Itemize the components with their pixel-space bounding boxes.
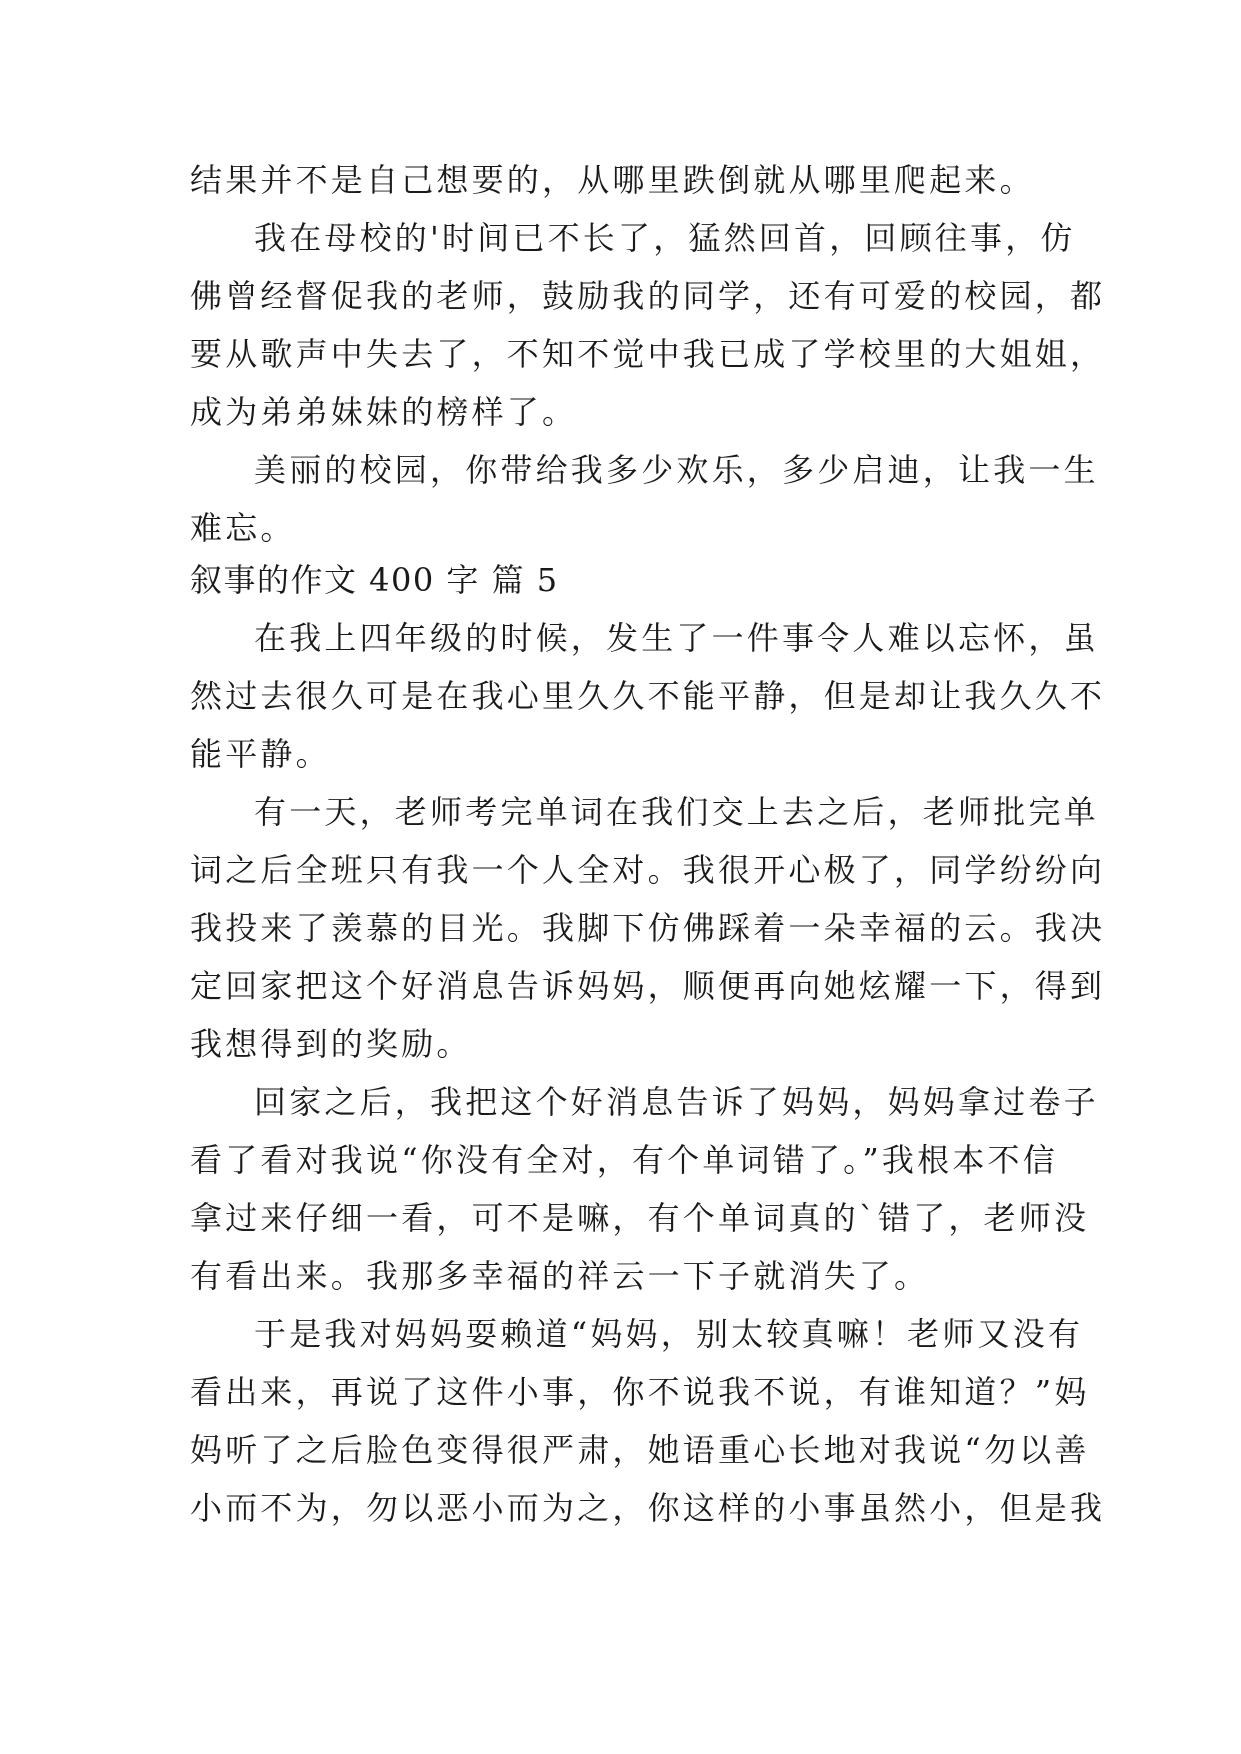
section-heading: 叙事的作文 400 字 篇 5 [190, 561, 559, 599]
text-line: 定回家把这个好消息告诉妈妈，顺便再向她炫耀一下，得到 [190, 967, 1106, 1005]
text-line: 成为弟弟妹妹的榜样了。 [190, 393, 578, 431]
text-line: 结果并不是自己想要的，从哪里跌倒就从哪里爬起来。 [190, 161, 1035, 199]
text-line: 我投来了羡慕的目光。我脚下仿佛踩着一朵幸福的云。我决 [190, 909, 1106, 947]
text-line: 佛曾经督促我的老师，鼓励我的同学，还有可爱的校园，都 [190, 277, 1106, 315]
text-line: 有看出来。我那多幸福的祥云一下子就消失了。 [190, 1257, 930, 1295]
paragraph-start: 回家之后，我把这个好消息告诉了妈妈，妈妈拿过卷子 [254, 1083, 1099, 1121]
text-line: 难忘。 [190, 509, 296, 547]
text-line: 小而不为，勿以恶小而为之，你这样的小事虽然小，但是我 [190, 1489, 1106, 1527]
text-line: 词之后全班只有我一个人全对。我很开心极了，同学纷纷向 [190, 851, 1106, 889]
text-line: 我想得到的奖励。 [190, 1025, 472, 1063]
paragraph-start: 有一天，老师考完单词在我们交上去之后，老师批完单 [254, 793, 1099, 831]
paragraph-start: 我在母校的'时间已不长了，猛然回首，回顾往事，仿 [254, 219, 1076, 257]
text-line: 妈听了之后脸色变得很严肃，她语重心长地对我说“勿以善 [190, 1431, 1090, 1469]
text-line: 拿过来仔细一看，可不是嘛，有个单词真的`错了，老师没 [190, 1199, 1090, 1237]
paragraph-start: 在我上四年级的时候，发生了一件事令人难以忘怀，虽 [254, 619, 1099, 657]
paragraph-start: 于是我对妈妈耍赖道“妈妈，别太较真嘛！老师又没有 [254, 1315, 1084, 1353]
text-line: 能平静。 [190, 735, 331, 773]
text-line: 然过去很久可是在我心里久久不能平静，但是却让我久久不 [190, 677, 1106, 715]
text-line: 要从歌声中失去了，不知不觉中我已成了学校里的大姐姐， [190, 335, 1106, 373]
text-line: 看出来，再说了这件小事，你不说我不说，有谁知道？”妈 [190, 1373, 1090, 1411]
paragraph-start: 美丽的校园，你带给我多少欢乐，多少启迪，让我一生 [254, 451, 1099, 489]
text-line: 看了看对我说“你没有全对，有个单词错了。”我根本不信 [190, 1141, 1058, 1179]
